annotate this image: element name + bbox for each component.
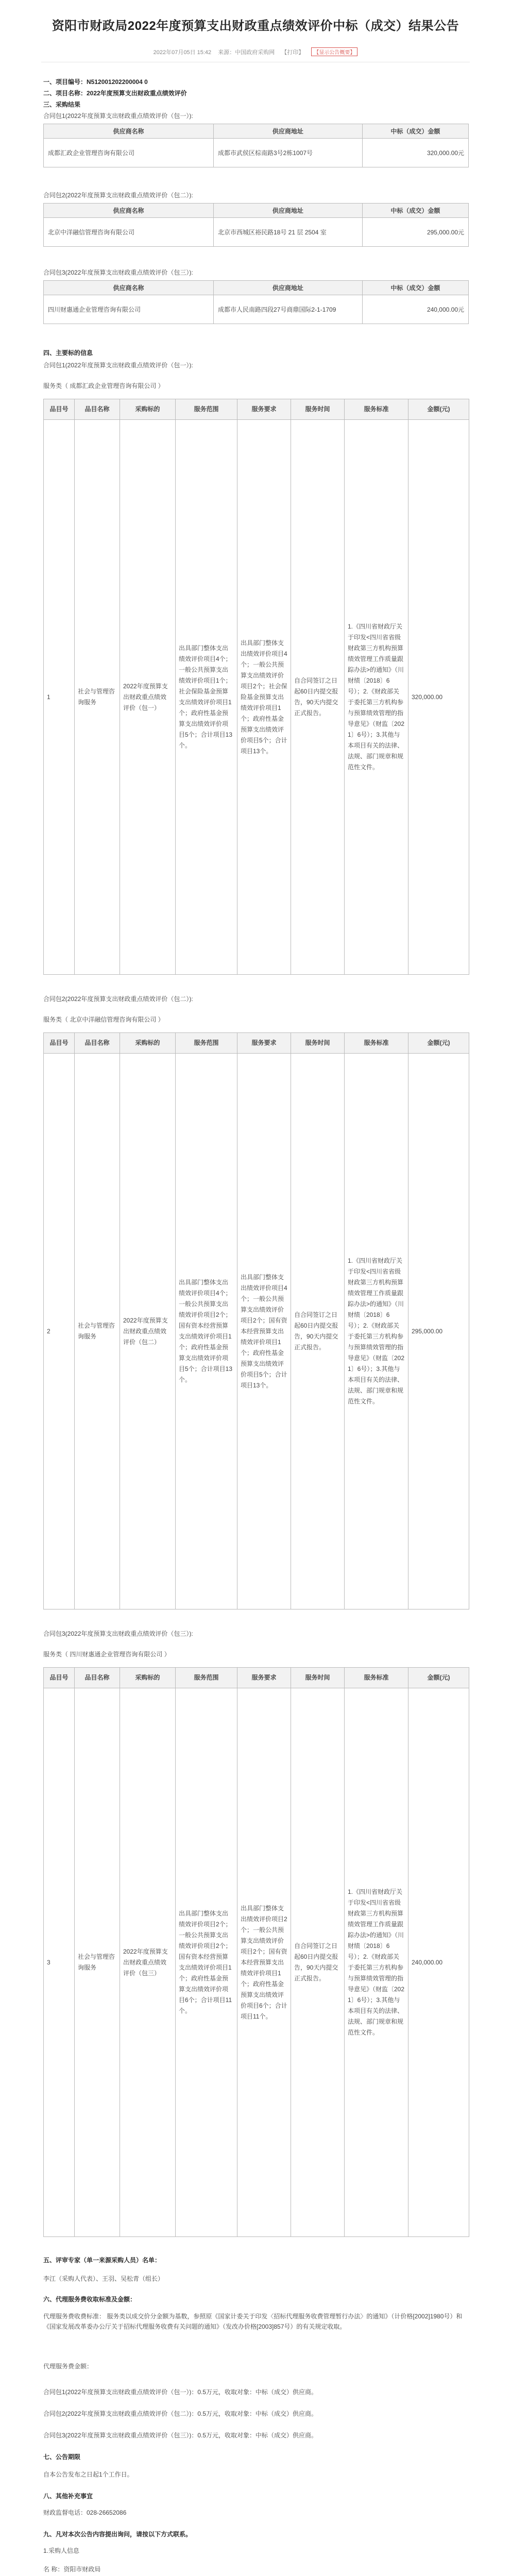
col-target: 采购标的	[120, 1668, 176, 1688]
col-amount: 中标（成交）金额	[362, 124, 468, 139]
pkg1-result-table	[43, 124, 469, 167]
item-name: 社会与管理咨询服务	[75, 1054, 120, 1609]
section-experts: 五、评审专家（单一来源采购人员）名单：	[43, 2257, 161, 2264]
fee-standard: 代理服务费收费标准： 服务类以成交价分金额为基数，参照原《国家计委关于印发〈招标代理服务收费管理暂行办法〉的通知》（计价格[2002]1980号）和《国家发展改革委办公厅关于招标代理服务收费有关问题的通知》（发改办价格[2003]857号）的有关规定收取。	[43, 2313, 463, 2330]
pkg3-label: 合同包3(2022年度预算支出财政重点绩效评价（包三）):	[43, 269, 193, 276]
award-amount: 320,000.00元	[362, 139, 468, 167]
col-time: 服务时间	[291, 399, 345, 420]
item-no: 1	[44, 420, 75, 975]
service-time: 自合同签订之日起60日内提交报告，90天内提交正式报告。	[291, 1688, 345, 2237]
award-amount: 240,000.00元	[362, 295, 468, 324]
col-scope: 服务范围	[176, 399, 237, 420]
pkg1-label: 合同包1(2022年度预算支出财政重点绩效评价（包一）):	[43, 112, 193, 120]
section-results: 三、采购结果	[43, 101, 81, 108]
scope: 出具部门整体支出绩效评价项目4个；一般公共预算支出绩效评价项目2个；国有资本经营预算支出绩效评价项目1个；政府性基金预算支出绩效评价项目5个；合计项目13个。	[176, 1054, 237, 1609]
item-name: 社会与管理咨询服务	[75, 1688, 120, 2237]
pkg1-target-label: 合同包1(2022年度预算支出财政重点绩效评价（包一）):	[43, 362, 193, 369]
pkg2-service-type: 服务类（ 北京中洋融信管理咨询有限公司 ）	[43, 1016, 164, 1023]
fee-pkg2: 合同包2(2022年度预算支出财政重点绩效评价（包二）)：0.5万元，收取对象：中标（成交）供应商。	[43, 2410, 318, 2417]
section-agency-fee: 六、代理服务费收取标准及金额：	[43, 2296, 137, 2303]
pkg3-service-type: 服务类（ 四川财惠通企业管理咨询有限公司 ）	[43, 1651, 171, 1658]
col-amount: 中标（成交）金额	[362, 204, 468, 218]
pkg3-target-table	[43, 1667, 469, 2237]
target: 2022年度预算支出财政重点绩效评价（包一）	[120, 420, 176, 975]
project-name: 二、项目名称：2022年度预算支出财政重点绩效评价	[43, 90, 187, 97]
pkg2-target-table	[43, 1032, 469, 1609]
fee-pkg1: 合同包1(2022年度预算支出财政重点绩效评价（包一）)：0.5万元，收取对象：中标（成交）供应商。	[43, 2388, 318, 2396]
col-item-name: 品目名称	[75, 1033, 120, 1054]
col-amount: 金额(元)	[408, 1033, 469, 1054]
source-label: 来源：中国政府采购网	[218, 49, 275, 56]
supervision-phone: 财政监督电话：028-26652086	[43, 2509, 127, 2516]
col-address: 供应商地址	[214, 281, 363, 295]
col-scope: 服务范围	[176, 1668, 237, 1688]
col-item-no: 品目号	[44, 399, 75, 420]
pkg1-service-type: 服务类（ 成都汇政企业管理咨询有限公司 ）	[43, 382, 164, 389]
service-standard: 1.《四川省财政厅关于印发<四川省省级财政第三方机构预算绩效管理工作质量跟踪办法>的通知》（川财绩〔2018〕6号）；2.《财政部关于委托第三方机构参与预算绩效管理的指导意见》（财监〔2021〕6号）；3.其他与本项目有关的法律、法规、部门规章和规范性文件。	[345, 1688, 408, 2237]
col-target: 采购标的	[120, 399, 176, 420]
publish-date: 2022年07月05日 15:42	[153, 49, 212, 56]
item-name: 社会与管理咨询服务	[75, 420, 120, 975]
col-item-no: 品目号	[44, 1668, 75, 1688]
meta-bar	[0, 47, 511, 56]
col-standard: 服务标准	[345, 399, 408, 420]
fee-amount-label: 代理服务费金额：	[43, 2363, 93, 2370]
col-item-no: 品目号	[44, 1033, 75, 1054]
col-address: 供应商地址	[214, 124, 363, 139]
item-no: 3	[44, 1688, 75, 2237]
pkg2-result-table	[43, 203, 469, 247]
pkg3-result-table	[43, 280, 469, 324]
col-amount: 金额(元)	[408, 399, 469, 420]
col-time: 服务时间	[291, 1033, 345, 1054]
project-number: 一、项目编号：N512001202200004 0	[43, 78, 148, 86]
print-link[interactable]: 【打印】	[281, 49, 304, 56]
service-standard: 1.《四川省财政厅关于印发<四川省省级财政第三方机构预算绩效管理工作质量跟踪办法>的通知》（川财绩〔2018〕6号）；2.《财政部关于委托第三方机构参与预算绩效管理的指导意见》（财监〔2021〕6号）；3.其他与本项目有关的法律、法规、部门规章和规范性文件。	[345, 420, 408, 975]
amount: 320,000.00	[408, 420, 469, 975]
col-standard: 服务标准	[345, 1033, 408, 1054]
supplier-address: 成都市武侯区棕南路3号2栋1007号	[214, 139, 363, 167]
col-item-name: 品目名称	[75, 1668, 120, 1688]
experts-list: 李江（采购人代表）、王羽、吴松青（组长）	[43, 2275, 164, 2282]
service-time: 自合同签订之日起60日内提交报告，90天内提交正式报告。	[291, 420, 345, 975]
supplier-name: 四川财惠通企业管理咨询有限公司	[44, 295, 214, 324]
award-amount: 295,000.00元	[362, 218, 468, 247]
section-other: 八、其他补充事宜	[43, 2493, 93, 2500]
col-address: 供应商地址	[214, 204, 363, 218]
buyer-name: 名 称：资阳市财政局	[43, 2566, 101, 2573]
requirement: 出具部门整体支出绩效评价项目4个；一般公共预算支出绩效评价项目2个；社会保险基金预算支出绩效评价项目1个；政府性基金预算支出绩效评价项目5个；合计项目13个。	[237, 420, 291, 975]
section-period: 七、公告期限	[43, 2453, 81, 2461]
col-scope: 服务范围	[176, 1033, 237, 1054]
col-supplier: 供应商名称	[44, 281, 214, 295]
supplier-name: 成都汇政企业管理咨询有限公司	[44, 139, 214, 167]
col-requirement: 服务要求	[237, 1033, 291, 1054]
supplier-address: 成都市人民南路四段27号商鼎国际2-1-1709	[214, 295, 363, 324]
scope: 出具部门整体支出绩效评价项目4个；一般公共预算支出绩效评价项目1个；社会保险基金预算支出绩效评价项目1个；政府性基金预算支出绩效评价项目5个；合计项目13个。	[176, 420, 237, 975]
amount: 295,000.00	[408, 1054, 469, 1609]
col-standard: 服务标准	[345, 1668, 408, 1688]
supplier-name: 北京中洋融信管理咨询有限公司	[44, 218, 214, 247]
target: 2022年度预算支出财政重点绩效评价（包三）	[120, 1688, 176, 2237]
target: 2022年度预算支出财政重点绩效评价（包二）	[120, 1054, 176, 1609]
col-requirement: 服务要求	[237, 399, 291, 420]
amount: 240,000.00	[408, 1688, 469, 2237]
supplier-address: 北京市西城区裕民路18号 21 层 2504 室	[214, 218, 363, 247]
col-amount: 中标（成交）金额	[362, 281, 468, 295]
period-text: 自本公告发布之日起1个工作日。	[43, 2471, 133, 2478]
col-time: 服务时间	[291, 1668, 345, 1688]
col-supplier: 供应商名称	[44, 204, 214, 218]
section-contact: 九、凡对本次公告内容提出询问，请按以下方式联系。	[43, 2531, 192, 2538]
col-target: 采购标的	[120, 1033, 176, 1054]
col-amount: 金额(元)	[408, 1668, 469, 1688]
pkg2-target-label: 合同包2(2022年度预算支出财政重点绩效评价（包二）):	[43, 995, 193, 1003]
summary-toggle-button[interactable]: 【显示公告概要】	[311, 47, 357, 56]
pkg1-target-table	[43, 399, 469, 975]
fee-pkg3: 合同包3(2022年度预算支出财政重点绩效评价（包三）)：0.5万元，收取对象：中标（成交）供应商。	[43, 2432, 318, 2439]
page-title: 资阳市财政局2022年度预算支出财政重点绩效评价中标（成交）结果公告	[52, 19, 459, 33]
col-requirement: 服务要求	[237, 1668, 291, 1688]
pkg3-target-label: 合同包3(2022年度预算支出财政重点绩效评价（包三）):	[43, 1630, 193, 1637]
service-standard: 1.《四川省财政厅关于印发<四川省省级财政第三方机构预算绩效管理工作质量跟踪办法>的通知》（川财绩〔2018〕6号）；2.《财政部关于委托第三方机构参与预算绩效管理的指导意见》（财监〔2021〕6号）；3.其他与本项目有关的法律、法规、部门规章和规范性文件。	[345, 1054, 408, 1609]
item-no: 2	[44, 1054, 75, 1609]
requirement: 出具部门整体支出绩效评价项目2个；一般公共预算支出绩效评价项目2个；国有资本经营预算支出绩效评价项目1个；政府性基金预算支出绩效评价项目6个；合计项目11个。	[237, 1688, 291, 2237]
service-time: 自合同签订之日起60日内提交报告，90天内提交正式报告。	[291, 1054, 345, 1609]
scope: 出具部门整体支出绩效评价项目2个；一般公共预算支出绩效评价项目2个；国有资本经营预算支出绩效评价项目1个；政府性基金预算支出绩效评价项目6个；合计项目11个。	[176, 1688, 237, 2237]
col-item-name: 品目名称	[75, 399, 120, 420]
col-supplier: 供应商名称	[44, 124, 214, 139]
buyer-info-head: 1.采购人信息	[43, 2547, 80, 2554]
section-targets: 四、主要标的信息	[43, 349, 93, 357]
pkg2-label: 合同包2(2022年度预算支出财政重点绩效评价（包二）):	[43, 192, 193, 199]
requirement: 出具部门整体支出绩效评价项目4个；一般公共预算支出绩效评价项目2个；国有资本经营预算支出绩效评价项目1个；政府性基金预算支出绩效评价项目5个；合计项目13个。	[237, 1054, 291, 1609]
